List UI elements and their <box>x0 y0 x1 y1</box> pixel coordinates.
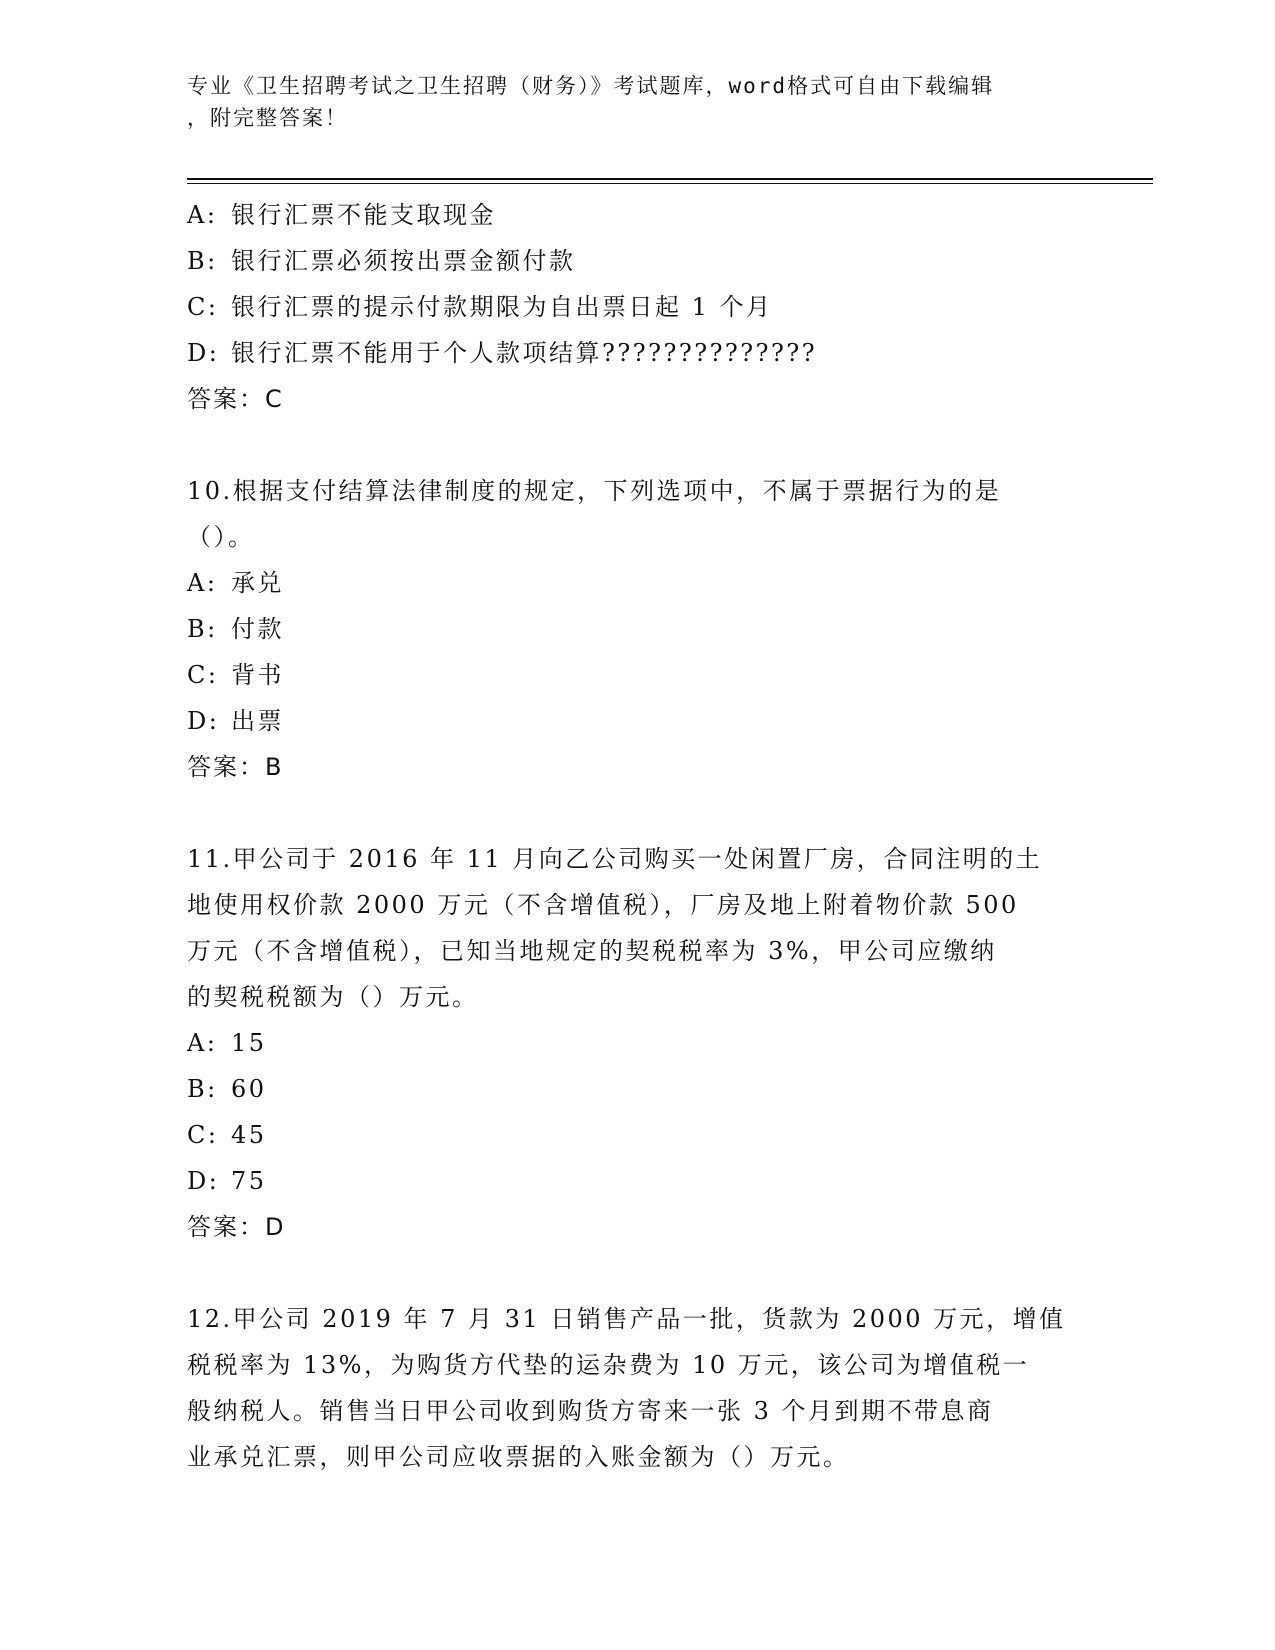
header-divider-thick <box>187 178 1153 180</box>
option-key: D: <box>187 339 220 367</box>
answer-line: 答案：D <box>187 1213 286 1241</box>
question-11 <box>187 836 1087 1250</box>
question-text-line: 万元（不含增值税），已知当地规定的契税税率为 3%，甲公司应缴纳 <box>187 937 997 965</box>
document-header <box>187 70 1087 134</box>
option-key: A: <box>187 1029 218 1057</box>
option-text: 出票 <box>231 707 284 735</box>
header-divider-thin <box>187 183 1153 184</box>
question-text-line: 10.根据支付结算法律制度的规定，下列选项中，不属于票据行为的是 <box>187 477 1002 505</box>
option-b <box>187 606 1087 652</box>
option-a <box>187 560 1087 606</box>
option-text: 背书 <box>231 661 284 689</box>
option-c <box>187 652 1087 698</box>
option-text: 75 <box>231 1167 267 1195</box>
option-text: 15 <box>231 1029 267 1057</box>
header-line-1: 专业《卫生招聘考试之卫生招聘（财务）》考试题库，word格式可自由下载编辑 <box>187 74 995 98</box>
question-text-line: 般纳税人。销售当日甲公司收到购货方寄来一张 3 个月到期不带息商 <box>187 1397 994 1425</box>
option-text: 银行汇票的提示付款期限为自出票日起 1 个月 <box>231 293 773 321</box>
option-text: 银行汇票不能支取现金 <box>231 201 496 229</box>
question-9 <box>187 192 1087 422</box>
question-text-line: 地使用权价款 2000 万元（不含增值税），厂房及地上附着物价款 500 <box>187 891 1019 919</box>
option-text: 银行汇票必须按出票金额付款 <box>231 247 576 275</box>
option-key: B: <box>187 247 218 275</box>
question-text-line: 11.甲公司于 2016 年 11 月向乙公司购买一处闲置厂房，合同注明的土 <box>187 845 1043 873</box>
question-10 <box>187 468 1087 790</box>
option-text: 付款 <box>231 615 284 643</box>
option-text: 承兑 <box>231 569 284 597</box>
option-text: 45 <box>231 1121 267 1149</box>
option-key: A: <box>187 569 218 597</box>
option-d <box>187 1158 1087 1204</box>
option-b <box>187 238 1087 284</box>
option-text: 60 <box>231 1075 267 1103</box>
question-text-line: （）。 <box>187 523 255 551</box>
option-text: 银行汇票不能用于个人款项结算?????????????? <box>231 339 818 367</box>
question-list <box>187 192 1087 1480</box>
header-line-2: ，附完整答案！ <box>187 106 348 130</box>
question-text-line: 税税率为 13%，为购货方代垫的运杂费为 10 万元，该公司为增值税一 <box>187 1351 1030 1379</box>
question-text-line: 12.甲公司 2019 年 7 月 31 日销售产品一批，货款为 2000 万元，增值 <box>187 1305 1066 1333</box>
option-d <box>187 330 1087 376</box>
question-12 <box>187 1296 1087 1480</box>
question-text-line: 业承兑汇票，则甲公司应收票据的入账金额为（）万元。 <box>187 1443 850 1471</box>
answer-line: 答案：B <box>187 753 284 781</box>
option-key: C: <box>187 661 219 689</box>
option-c <box>187 1112 1087 1158</box>
option-key: D: <box>187 707 220 735</box>
question-text-line: 的契税税额为（）万元。 <box>187 983 479 1011</box>
option-key: B: <box>187 615 218 643</box>
option-key: C: <box>187 293 219 321</box>
option-a <box>187 1020 1087 1066</box>
answer-line: 答案：C <box>187 385 284 413</box>
option-key: C: <box>187 1121 219 1149</box>
option-key: B: <box>187 1075 218 1103</box>
option-a <box>187 192 1087 238</box>
option-key: A: <box>187 201 218 229</box>
option-c <box>187 284 1087 330</box>
option-key: D: <box>187 1167 220 1195</box>
option-b <box>187 1066 1087 1112</box>
option-d <box>187 698 1087 744</box>
